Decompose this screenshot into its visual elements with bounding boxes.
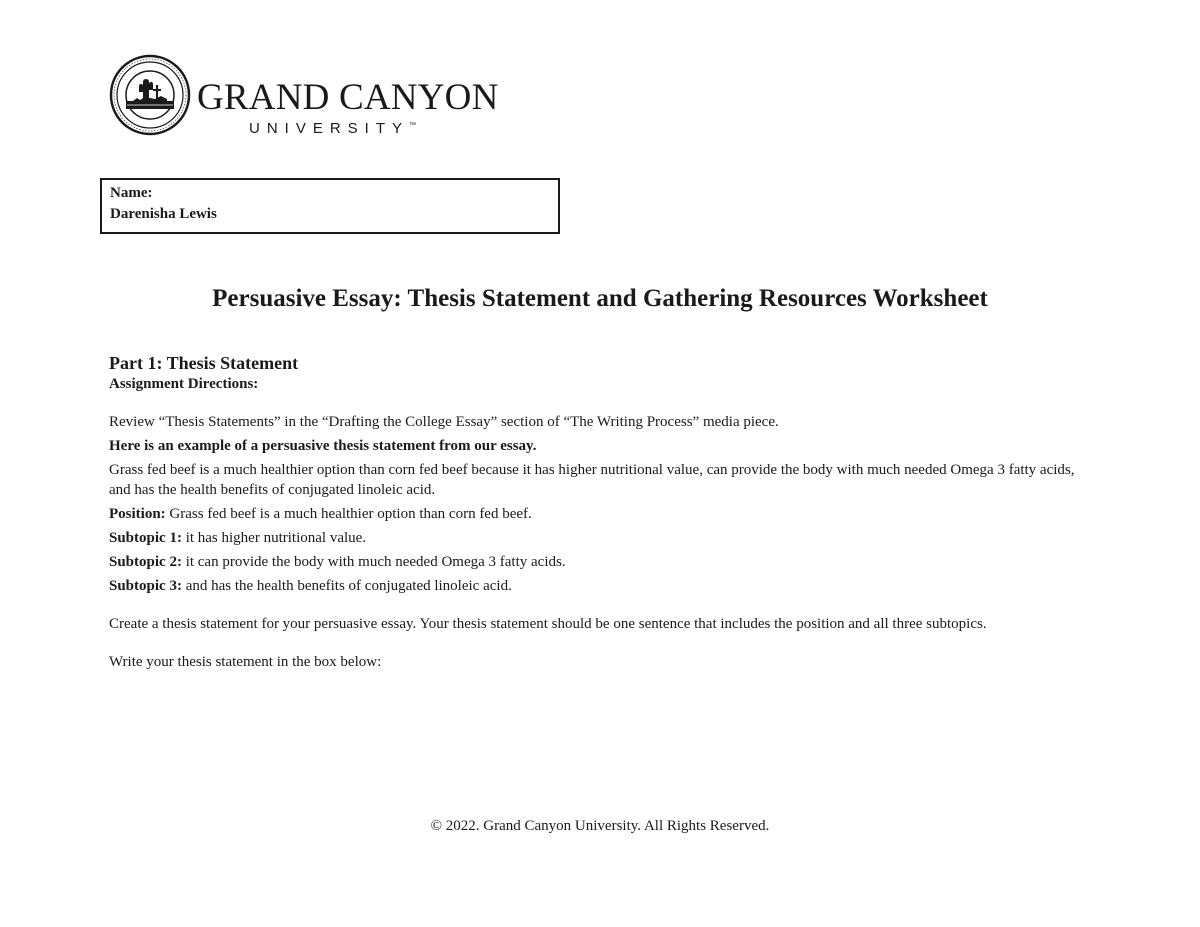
- page-title: Persuasive Essay: Thesis Statement and Gathering Resources Worksheet: [212, 285, 988, 312]
- name-value: Darenisha Lewis: [110, 206, 217, 222]
- review-instruction: Review “Thesis Statements” in the “Drafting the College Essay” section of “The Writing Process” media piece.: [109, 414, 779, 430]
- example-thesis: Grass fed beef is a much healthier option than corn fed beef because it has higher nutritional value, can provide the body with much needed Omega 3 fatty acids, and has the health benefits of conjugated linoleic acid.: [109, 462, 1075, 498]
- name-label: Name:: [110, 185, 153, 201]
- name-box: [100, 178, 560, 234]
- subtopic1-line: [109, 528, 1094, 548]
- subtopic3-label: Subtopic 3:: [109, 578, 182, 594]
- position-line: [109, 504, 1094, 524]
- example-label: Here is an example of a persuasive thesis statement from our essay.: [109, 438, 537, 454]
- subtopic3-line: [109, 576, 1094, 596]
- copyright-footer: © 2022. Grand Canyon University. All Rights Reserved.: [430, 818, 770, 834]
- position-label: Position:: [109, 506, 166, 522]
- directions-label: Assignment Directions:: [109, 376, 259, 392]
- part1-heading: Part 1: Thesis Statement: [109, 353, 299, 373]
- subtopic2-text: it can provide the body with much needed Omega 3 fatty acids.: [181, 554, 566, 570]
- logo-wordmark: GRAND CANYON: [197, 77, 499, 118]
- write-instruction: Write your thesis statement in the box below:: [109, 654, 382, 670]
- subtopic1-text: it has higher nutritional value.: [181, 530, 367, 546]
- create-instruction: Create a thesis statement for your persuasive essay. Your thesis statement should be one sentence that includes the position and all three subtopics.: [109, 616, 987, 632]
- subtopic2-line: [109, 552, 1094, 572]
- part1-section: [109, 352, 1094, 676]
- subtopic1-label: Subtopic 1:: [109, 530, 182, 546]
- university-seal-icon: [109, 54, 191, 136]
- position-text: Grass fed beef is a much healthier option than corn fed beef.: [165, 506, 532, 522]
- logo-subtitle: UNIVERSITY™: [249, 120, 417, 137]
- gcu-logo: [109, 54, 499, 138]
- subtopic3-text: and has the health benefits of conjugated linoleic acid.: [181, 578, 512, 594]
- subtopic2-label: Subtopic 2:: [109, 554, 182, 570]
